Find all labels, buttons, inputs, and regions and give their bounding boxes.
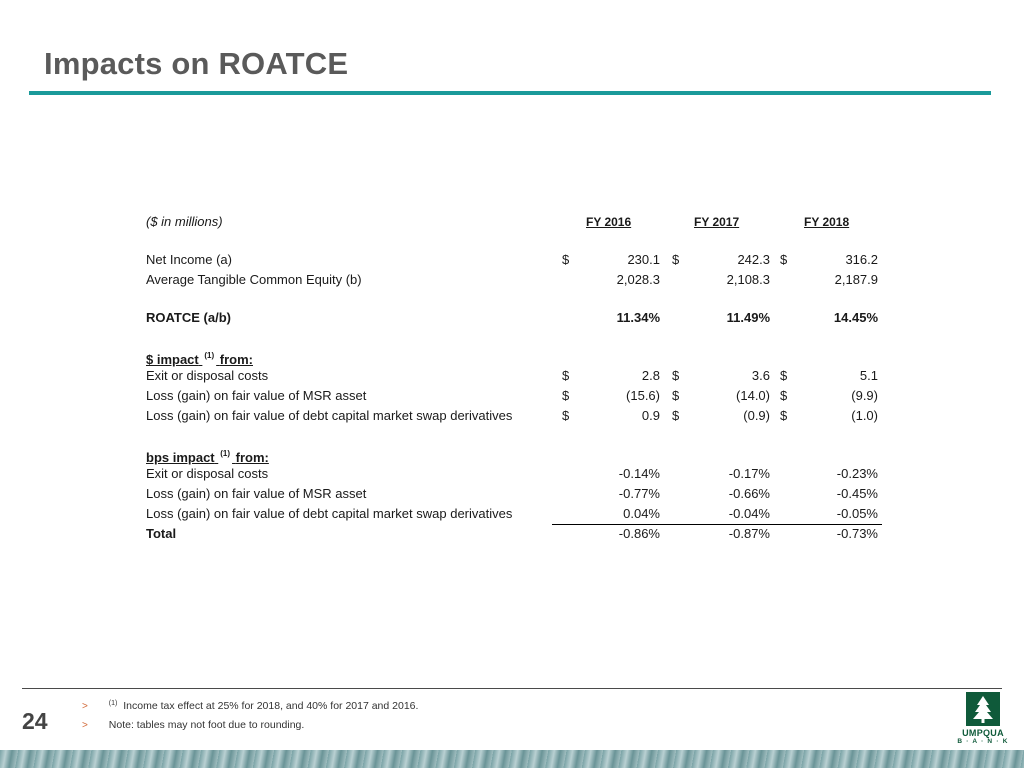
currency-symbol: $ <box>780 252 788 267</box>
table-row <box>146 250 882 270</box>
logo-wordmark: UMPQUA <box>962 728 1004 738</box>
cell-value: 2.8 <box>641 368 660 383</box>
row-label: Exit or disposal costs <box>146 466 269 481</box>
currency-symbol: $ <box>780 368 788 383</box>
currency-symbol: $ <box>562 408 570 423</box>
cell-value: (0.9) <box>743 408 770 423</box>
currency-symbol: $ <box>672 408 680 423</box>
footnote-ref: (1) <box>204 351 215 360</box>
cell-value: 0.9 <box>641 408 660 423</box>
currency-symbol: $ <box>672 368 680 383</box>
table-row <box>146 270 882 290</box>
bullet-marker: > <box>82 701 88 712</box>
column-header-fy2017: FY 2017 <box>694 215 740 229</box>
cell-value: -0.14% <box>618 466 660 481</box>
cell-value: -0.23% <box>836 466 878 481</box>
cell-value: 230.1 <box>627 252 660 267</box>
cell-value: 0.04% <box>623 506 660 521</box>
umpqua-bank-logo <box>956 692 1010 748</box>
cell-value: 3.6 <box>751 368 770 383</box>
row-label: Average Tangible Common Equity (b) <box>146 272 362 287</box>
row-label: ROATCE (a/b) <box>146 310 231 325</box>
table-row <box>146 484 882 504</box>
footnote-text: Note: tables may not foot due to rounding. <box>108 719 305 731</box>
section-heading-bps-impact <box>146 444 882 464</box>
table-row-total <box>146 524 882 544</box>
cell-value: 242.3 <box>737 252 770 267</box>
footnote-1 <box>82 700 418 712</box>
row-label: Exit or disposal costs <box>146 368 269 383</box>
column-header-fy2016: FY 2016 <box>586 215 632 229</box>
cell-value: (15.6) <box>626 388 660 403</box>
row-label: Loss (gain) on fair value of debt capital market swap derivatives <box>146 506 513 521</box>
units-label: ($ in millions) <box>146 214 223 229</box>
section-heading-text: from: <box>235 450 269 465</box>
footnote-2 <box>82 719 304 731</box>
section-heading-text: from: <box>219 352 253 367</box>
section-heading-text: $ impact <box>146 352 199 367</box>
cell-value: 2,028.3 <box>616 272 660 287</box>
cell-value: 11.34% <box>616 310 660 325</box>
cell-value: -0.04% <box>728 506 770 521</box>
footnote-text: Income tax effect at 25% for 2018, and 40% for 2017 and 2016. <box>123 700 419 712</box>
cell-value: -0.77% <box>618 486 660 501</box>
row-label: Loss (gain) on fair value of debt capital market swap derivatives <box>146 408 513 423</box>
section-heading-text: bps impact <box>146 450 215 465</box>
column-header-fy2018: FY 2018 <box>804 215 850 229</box>
logo-subtext: B · A · N · K <box>957 738 1009 745</box>
table-row-roatce <box>146 308 882 328</box>
cell-value: (9.9) <box>851 388 878 403</box>
table-row <box>146 464 882 484</box>
cell-value: -0.87% <box>728 526 770 541</box>
page-title: Impacts on ROATCE <box>44 46 349 81</box>
cell-value: -0.45% <box>836 486 878 501</box>
bullet-marker: > <box>82 720 88 731</box>
currency-symbol: $ <box>562 252 570 267</box>
title-divider <box>29 91 991 95</box>
cell-value: -0.05% <box>836 506 878 521</box>
cell-value: 5.1 <box>859 368 878 383</box>
decorative-footer-band <box>0 750 1024 768</box>
footnote-ref: (1) <box>108 700 118 707</box>
tree-icon <box>966 692 1000 726</box>
cell-value: -0.73% <box>836 526 878 541</box>
row-label: Total <box>146 526 177 541</box>
table-row <box>146 406 882 426</box>
currency-symbol: $ <box>780 408 788 423</box>
cell-value: 2,108.3 <box>726 272 770 287</box>
row-label: Loss (gain) on fair value of MSR asset <box>146 388 367 403</box>
cell-value: -0.86% <box>618 526 660 541</box>
cell-value: (1.0) <box>851 408 878 423</box>
row-label: Net Income (a) <box>146 252 232 267</box>
table-row <box>146 504 882 524</box>
section-heading-dollar-impact <box>146 346 882 366</box>
row-label: Loss (gain) on fair value of MSR asset <box>146 486 367 501</box>
roatce-table <box>146 212 882 544</box>
footnote-ref: (1) <box>220 449 231 458</box>
currency-symbol: $ <box>780 388 788 403</box>
currency-symbol: $ <box>672 252 680 267</box>
page-number: 24 <box>22 708 48 734</box>
currency-symbol: $ <box>672 388 680 403</box>
footer-divider <box>22 688 1002 689</box>
currency-symbol: $ <box>562 388 570 403</box>
cell-value: -0.66% <box>728 486 770 501</box>
table-header-row <box>146 212 882 232</box>
cell-value: -0.17% <box>728 466 770 481</box>
currency-symbol: $ <box>562 368 570 383</box>
cell-value: 316.2 <box>845 252 878 267</box>
cell-value: 11.49% <box>726 310 770 325</box>
table-row <box>146 386 882 406</box>
cell-value: 14.45% <box>833 310 878 325</box>
cell-value: 2,187.9 <box>834 272 878 287</box>
cell-value: (14.0) <box>736 388 770 403</box>
table-row <box>146 366 882 386</box>
